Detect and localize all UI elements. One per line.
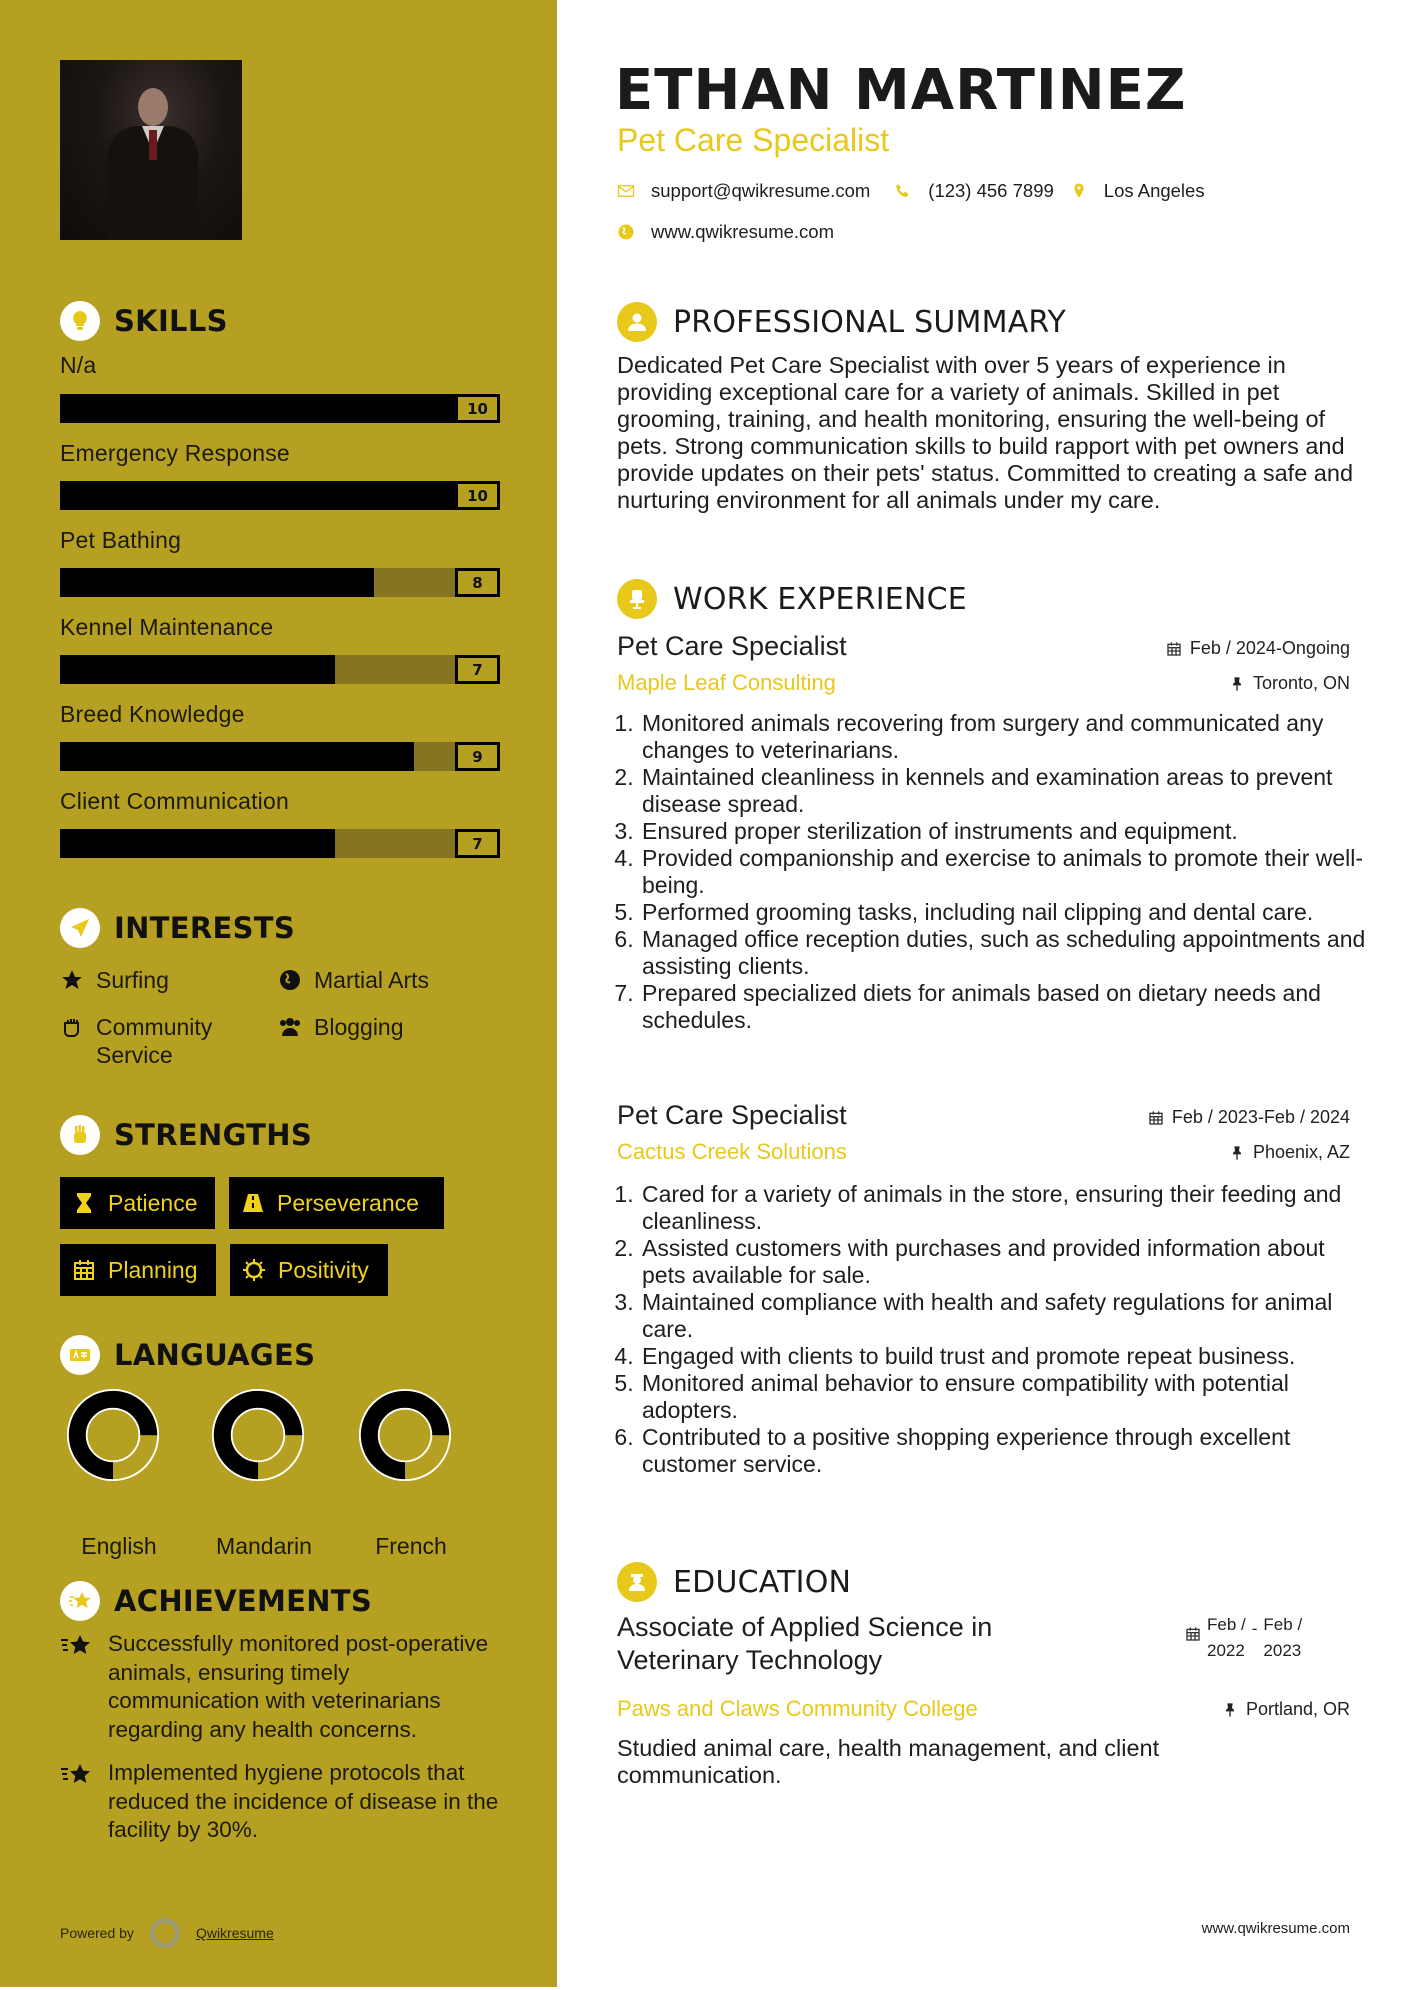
- interests-heading: INTERESTS: [60, 908, 295, 948]
- footer-url[interactable]: www.qwikresume.com: [1201, 1920, 1350, 1937]
- achievement-item: Successfully monitored post-operative animals, ensuring timely communication with veterinarians regarding any health concerns.: [60, 1630, 500, 1744]
- school-name: Paws and Claws Community College: [617, 1696, 978, 1721]
- summary-text: Dedicated Pet Care Specialist with over 5 years of experience in providing exceptional care for a variety of animals. Skilled in pet grooming, training, and health monitoring, ensuring the well-being of pets. Strong communication skills to build rapport with pet owners and provide updates on their pets' status. Committed to creating a safe and nurturing environment for all animals under my care.: [617, 352, 1354, 513]
- location-pin-icon: [1070, 182, 1088, 200]
- chair-icon: [617, 579, 657, 619]
- envelope-icon: [617, 182, 635, 200]
- strength-tag: Positivity: [230, 1244, 388, 1296]
- calendar-icon: [1166, 641, 1182, 657]
- skill-label: N/a: [60, 352, 97, 378]
- candidate-title: Pet Care Specialist: [617, 122, 890, 158]
- language-donut-mandarin: [211, 1388, 305, 1487]
- website-row: [617, 221, 834, 243]
- summary-heading: PROFESSIONAL SUMMARY: [617, 302, 1066, 342]
- globe-icon: [617, 223, 635, 241]
- star-icon: [60, 968, 84, 992]
- skill-label: Client Communication: [60, 788, 289, 814]
- hourglass-icon: [72, 1191, 96, 1215]
- paper-plane-icon: [60, 908, 100, 948]
- language-donut-french: [358, 1388, 452, 1487]
- skill-bar: 7: [60, 829, 500, 858]
- job-location: Phoenix, AZ: [1229, 1142, 1350, 1163]
- job-location: Toronto, ON: [1229, 673, 1350, 694]
- calendar-icon: [1148, 1110, 1164, 1126]
- calendar-icon: [1185, 1626, 1201, 1642]
- achievements-heading: ACHIEVEMENTS: [60, 1581, 372, 1621]
- skills-heading: SKILLS: [60, 301, 228, 341]
- location: Los Angeles: [1103, 180, 1205, 201]
- contact-row: [617, 180, 1205, 202]
- strength-tag: Patience: [60, 1177, 215, 1229]
- skill-bar: 10: [60, 481, 500, 510]
- shooting-star-icon: [60, 1761, 94, 1789]
- skill-label: Kennel Maintenance: [60, 614, 274, 640]
- company-name: Cactus Creek Solutions: [617, 1139, 847, 1164]
- fist-icon: [60, 1015, 84, 1039]
- fist-raised-icon: [60, 1115, 100, 1155]
- skill-label: Emergency Response: [60, 440, 290, 466]
- language-label: Mandarin: [216, 1533, 312, 1559]
- job-title: Pet Care Specialist: [617, 631, 847, 661]
- skill-bar: 9: [60, 742, 500, 771]
- pushpin-icon: [1229, 676, 1245, 692]
- skill-bar: 7: [60, 655, 500, 684]
- road-icon: [241, 1191, 265, 1215]
- education-dates: Feb / 2022 - Feb / 2023: [1185, 1612, 1302, 1664]
- education-description: Studied animal care, health management, and client communication.: [617, 1735, 1160, 1788]
- user-icon: [617, 302, 657, 342]
- interest-item: Community Service: [60, 1013, 250, 1069]
- pushpin-icon: [1222, 1702, 1238, 1718]
- pushpin-icon: [1229, 1145, 1245, 1161]
- strengths-heading: STRENGTHS: [60, 1115, 312, 1155]
- users-icon: [278, 1015, 302, 1039]
- phone-icon: [894, 182, 912, 200]
- shooting-star-icon: [60, 1632, 94, 1660]
- language-donut-english: [66, 1388, 160, 1487]
- strength-tag: Planning: [60, 1244, 216, 1296]
- skill-bar: 10: [60, 394, 500, 423]
- job-bullets: 1. Monitored animals recovering from surgery and communicated any changes to veterinarians. 2. Maintained cleanliness in kennels and examination areas to prevent disease spread. 3. Ensured proper sterilization of instruments and equipment. 4. Provided companionship and exercise to animals to promote their well-being. 5. Performed grooming tasks, including nail clipping and dental care. 6. Managed office reception duties, such as scheduling appointments and assisting clients. 7. Prepared specialized diets for animals based on dietary needs and schedules.: [608, 710, 1368, 1034]
- powered-by: Powered by Qwikresume: [60, 1918, 274, 1948]
- job-dates: Feb / 2023-Feb / 2024: [1148, 1107, 1350, 1128]
- interest-item: Blogging: [278, 1013, 404, 1041]
- candidate-name: ETHAN MARTINEZ: [615, 58, 1187, 123]
- job-title: Pet Care Specialist: [617, 1100, 847, 1130]
- languages-heading: LANGUAGES: [60, 1335, 315, 1375]
- shooting-star-icon: [60, 1581, 100, 1621]
- achievement-item: Implemented hygiene protocols that reduced the incidence of disease in the facility by 30%.: [60, 1759, 500, 1845]
- graduate-icon: [617, 1562, 657, 1602]
- company-name: Maple Leaf Consulting: [617, 670, 836, 695]
- sun-icon: [242, 1258, 266, 1282]
- profile-photo: [60, 60, 242, 240]
- language-icon: [60, 1335, 100, 1375]
- skill-label: Breed Knowledge: [60, 701, 245, 727]
- language-label: French: [375, 1533, 447, 1559]
- skill-bar: 8: [60, 568, 500, 597]
- qwikresume-link[interactable]: Qwikresume: [195, 1925, 274, 1941]
- experience-heading: WORK EXPERIENCE: [617, 579, 967, 619]
- job-bullets: 1. Cared for a variety of animals in the store, ensuring their feeding and cleanliness. 2. Assisted customers with purchases and provided information about pets available for sale. 3. Maintained compliance with health and safety regulations for animal care. 4. Engaged with clients to build trust and promote repeat business. 5. Monitored animal behavior to ensure compatibility with potential adopters. 6. Contributed to a positive shopping experience through excellent customer service.: [608, 1181, 1368, 1478]
- interest-item: Martial Arts: [278, 966, 429, 994]
- education-heading: EDUCATION: [617, 1562, 851, 1602]
- strength-tag: Perseverance: [229, 1177, 444, 1229]
- language-label: English: [81, 1533, 157, 1559]
- degree-title: Associate of Applied Science in Veterinary Technology: [617, 1612, 993, 1675]
- skill-label: Pet Bathing: [60, 527, 182, 553]
- website[interactable]: www.qwikresume.com: [651, 221, 834, 242]
- email[interactable]: support@qwikresume.com: [651, 180, 871, 201]
- job-dates: Feb / 2024-Ongoing: [1166, 638, 1350, 659]
- calendar-icon: [72, 1258, 96, 1282]
- qwikresume-logo-icon: [150, 1918, 180, 1948]
- education-location: Portland, OR: [1222, 1699, 1350, 1720]
- globe-icon: [278, 968, 302, 992]
- phone[interactable]: (123) 456 7899: [928, 180, 1054, 201]
- interest-item: Surfing: [60, 966, 169, 994]
- lightbulb-icon: [60, 301, 100, 341]
